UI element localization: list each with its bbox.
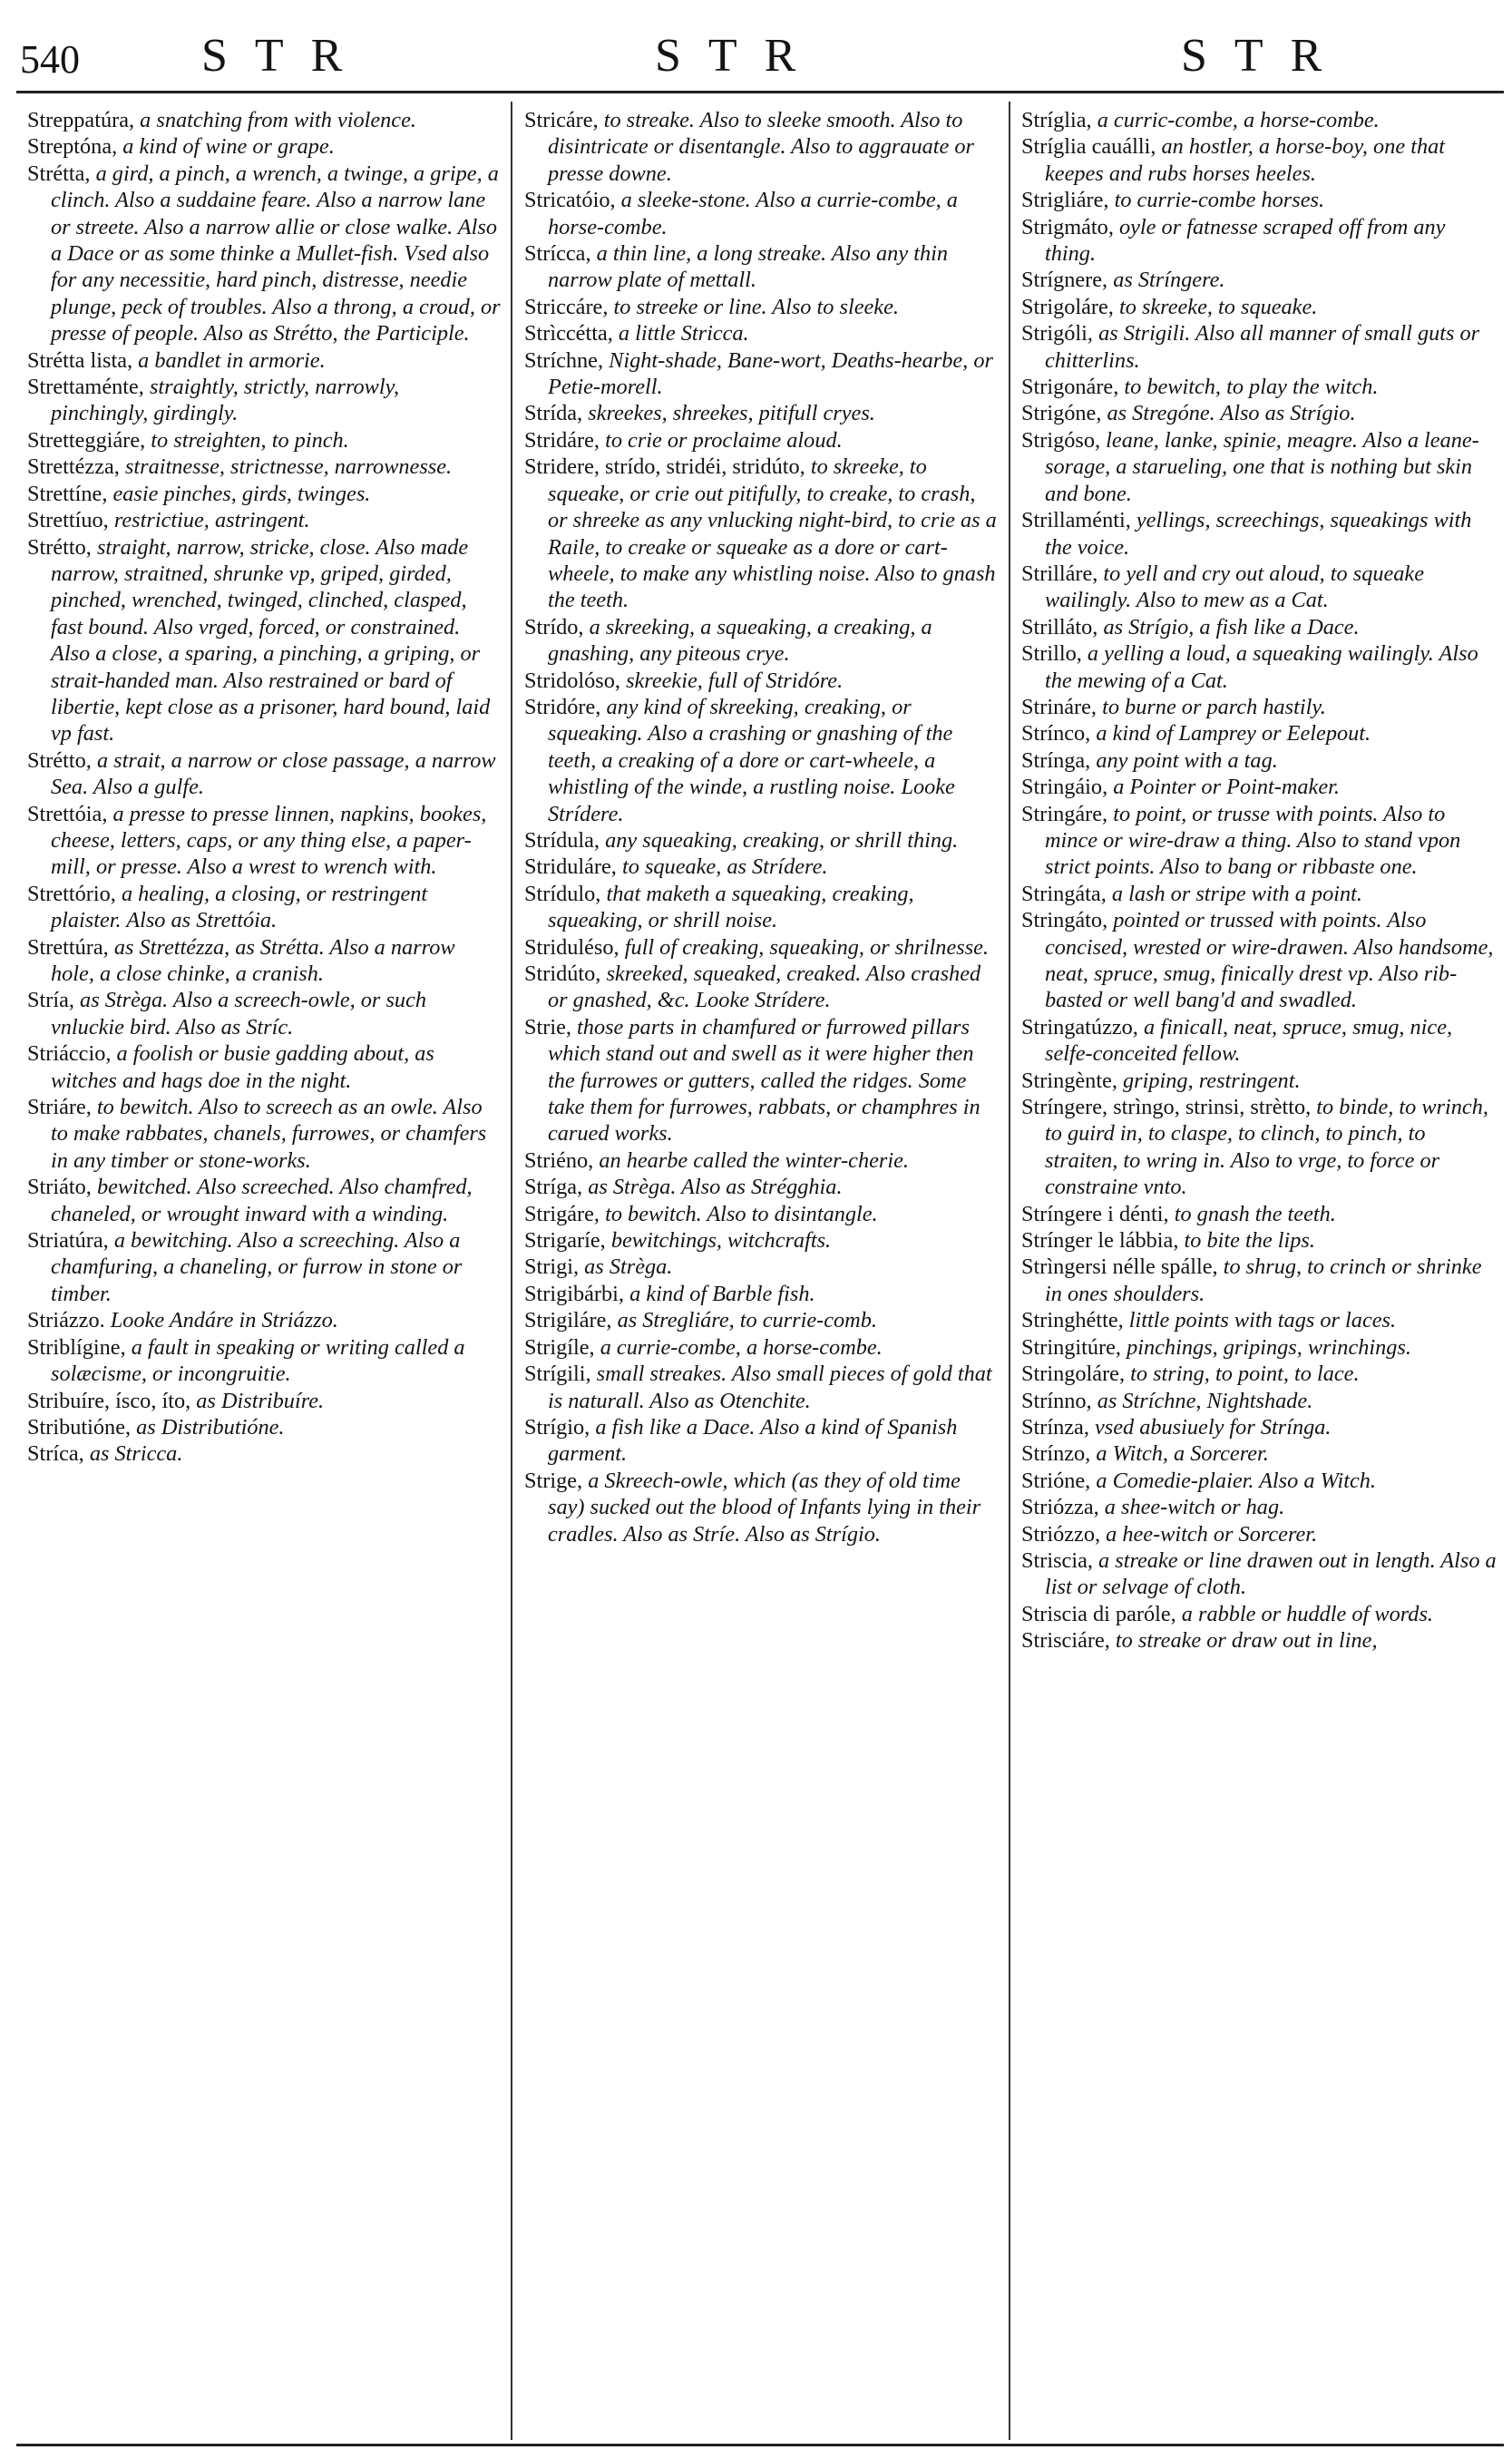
headword: Strícca, bbox=[524, 241, 591, 267]
headword: Strillaménti, bbox=[1021, 508, 1131, 533]
dictionary-entry bbox=[27, 747, 501, 801]
dictionary-entry bbox=[524, 614, 1000, 668]
definition: a foolish or busie gadding about, as witches and hags doe in the night. bbox=[51, 1041, 434, 1093]
headword: Strigoláre, bbox=[1021, 294, 1114, 319]
dictionary-entry bbox=[524, 1174, 1000, 1200]
definition: to skreeke, to squeake. bbox=[1118, 294, 1318, 319]
dictionary-entry bbox=[27, 534, 501, 747]
headword: Strínza, bbox=[1021, 1414, 1089, 1440]
headword: Strínga, bbox=[1021, 747, 1091, 773]
dictionary-entry bbox=[1021, 1227, 1500, 1254]
headword: Strínger le lábbia, bbox=[1021, 1228, 1179, 1254]
dictionary-entry bbox=[1021, 747, 1500, 774]
definition: as Strígio, a fish like a Dace. bbox=[1103, 614, 1360, 639]
definition: a Witch, a Sorcerer. bbox=[1096, 1441, 1269, 1467]
definition: as Strèga. bbox=[584, 1254, 673, 1280]
dictionary-entry bbox=[1021, 400, 1500, 426]
headword: Stringitúre, bbox=[1021, 1334, 1122, 1360]
dictionary-entry bbox=[1021, 720, 1500, 747]
headword: Strettóia, bbox=[27, 801, 108, 826]
dictionary-entry bbox=[524, 1014, 1000, 1147]
headword: Striózza, bbox=[1021, 1495, 1099, 1520]
dictionary-entry bbox=[524, 1307, 1000, 1333]
headword: Strigóne, bbox=[1021, 401, 1102, 426]
headword: Strigmáto, bbox=[1021, 214, 1114, 239]
dictionary-entry bbox=[27, 374, 501, 427]
dictionary-entry bbox=[524, 400, 1000, 426]
dictionary-entry bbox=[1021, 907, 1500, 1014]
headword: Stríngere i dénti, bbox=[1021, 1201, 1169, 1226]
definition: a fish like a Dace. Also a kind of Spanish garment. bbox=[548, 1414, 958, 1467]
headword: Striscia di paróle, bbox=[1021, 1601, 1176, 1626]
dictionary-entry bbox=[27, 1334, 501, 1388]
dictionary-entry bbox=[1021, 1468, 1500, 1494]
dictionary-entry bbox=[1021, 1014, 1500, 1068]
dictionary-entry bbox=[1021, 1414, 1500, 1440]
definition: a currie-combe, a horse-combe. bbox=[600, 1334, 883, 1360]
definition: yellings, screechings, squeakings with the voice. bbox=[1045, 508, 1472, 560]
footer-rule bbox=[16, 2444, 1504, 2446]
definition: to squeake, as Strídere. bbox=[621, 854, 828, 880]
headword: Stringáio, bbox=[1021, 775, 1108, 800]
definition: griping, restringent. bbox=[1123, 1068, 1301, 1093]
definition: to bite the lips. bbox=[1184, 1228, 1315, 1254]
headword: Strigóli, bbox=[1021, 321, 1093, 347]
headword: Stridere, strído, stridéi, stridúto, bbox=[524, 454, 805, 480]
definition: oyle or fatnesse scraped off from any thing. bbox=[1045, 214, 1446, 267]
headword: Strettório, bbox=[27, 881, 116, 906]
headword: Stridolóso, bbox=[524, 668, 620, 693]
dictionary-entry bbox=[524, 934, 1000, 961]
column-divider bbox=[1009, 102, 1010, 2440]
definition: a Comedie-plaier. Also a Witch. bbox=[1096, 1468, 1376, 1493]
dictionary-entry bbox=[524, 427, 1000, 454]
dictionary-entry bbox=[524, 1201, 1000, 1227]
definition: to yell and cry out aloud, to squeake wailingly. Also to mew as a Cat. bbox=[1045, 561, 1424, 613]
dictionary-entry bbox=[1021, 1440, 1500, 1467]
headword: Stringoláre, bbox=[1021, 1362, 1126, 1387]
dictionary-entry bbox=[1021, 1361, 1500, 1387]
definition: a rabble or huddle of words. bbox=[1181, 1601, 1433, 1626]
column-divider bbox=[511, 102, 512, 2440]
definition: any point with a tag. bbox=[1096, 747, 1278, 773]
dictionary-entry bbox=[524, 1468, 1000, 1547]
headword: Strído, bbox=[524, 614, 584, 639]
definition: to bewitch, to play the witch. bbox=[1124, 375, 1379, 400]
column-1 bbox=[27, 107, 501, 2438]
definition: those parts in chamfured or furrowed pillars which stand out and swell as it were higher then the furrowes or gutters, called the ridges. Some take them for furrowes, rabbats, or champhres in carued works. bbox=[548, 1014, 980, 1147]
dictionary-entry bbox=[27, 1174, 501, 1227]
definition: skreekes, shreekes, pitifull cryes. bbox=[588, 401, 875, 426]
dictionary-entry bbox=[524, 240, 1000, 294]
dictionary-entry bbox=[27, 934, 501, 988]
dictionary-entry bbox=[1021, 267, 1500, 293]
definition: that maketh a squeaking, creaking, squeaking, or shrill noise. bbox=[548, 881, 914, 933]
definition: a presse to presse linnen, napkins, bookes, cheese, letters, caps, or any thing else, a paper-mill, or presse. Also a wrest to wrench with. bbox=[51, 801, 487, 880]
headword: Striduláre, bbox=[524, 854, 617, 880]
dictionary-entry bbox=[27, 107, 501, 133]
definition: as Stríngere. bbox=[1113, 268, 1225, 293]
headword: Striduléso, bbox=[524, 934, 619, 960]
headword: Strináre, bbox=[1021, 694, 1097, 719]
definition: a finicall, neat, spruce, smug, nice, selfe-conceited fellow. bbox=[1045, 1014, 1453, 1067]
definition: an hostler, a horse-boy, one that keepes and rubs horses heeles. bbox=[1045, 134, 1445, 186]
headword: Strìccétta, bbox=[524, 321, 613, 347]
headword: Stributióne, bbox=[27, 1414, 132, 1440]
definition: a streake or line drawen out in length. Also a list or selvage of cloth. bbox=[1045, 1547, 1497, 1600]
definition: skreeked, squeaked, creaked. Also crashed or gnashed, &c. Looke Strídere. bbox=[548, 962, 981, 1013]
running-head-right: STR bbox=[1181, 30, 1350, 82]
dictionary-entry bbox=[1021, 1307, 1500, 1333]
headword: Strigliáre, bbox=[1021, 188, 1109, 213]
header-rule bbox=[16, 91, 1504, 93]
headword: Stridúto, bbox=[524, 962, 601, 986]
page-number: 540 bbox=[20, 37, 80, 82]
definition: to crie or proclaime aloud. bbox=[605, 427, 843, 453]
definition: bewitched. Also screeched. Also chamfred, chaneled, or wrought inward with a winding. bbox=[51, 1175, 473, 1226]
definition: as Strèga. Also a screech-owle, or such vnluckie bird. Also as Stríc. bbox=[51, 988, 426, 1040]
headword: Stringatúzzo, bbox=[1021, 1014, 1138, 1040]
definition: leane, lanke, spinie, meagre. Also a leane-sorage, a starueling, one that is nothing but skin and bone. bbox=[1045, 427, 1479, 506]
dictionary-entry bbox=[1021, 801, 1500, 881]
definition: any kind of skreeking, creaking, or squeaking. Also a crashing or gnashing of the teeth, a creaking of a dore or cart-wheele, a whistling of the winde, a rustling noise. Looke Strídere. bbox=[548, 694, 955, 826]
headword: Striáccio, bbox=[27, 1041, 112, 1067]
headword: Strigaríe, bbox=[524, 1228, 606, 1254]
dictionary-entry bbox=[27, 454, 501, 480]
headword: Strínno, bbox=[1021, 1388, 1092, 1413]
dictionary-entry bbox=[1021, 1254, 1500, 1307]
definition: vsed abusiuely for Strínga. bbox=[1094, 1414, 1332, 1440]
dictionary-entry bbox=[524, 694, 1000, 827]
dictionary-entry bbox=[524, 1147, 1000, 1174]
headword: Strígio, bbox=[524, 1414, 590, 1440]
definition: as Stríchne, Nightshade. bbox=[1097, 1388, 1313, 1413]
dictionary-entry bbox=[27, 1440, 501, 1467]
headword: Striccáre, bbox=[524, 294, 609, 319]
definition: Looke Andáre in Striázzo. bbox=[110, 1308, 338, 1333]
definition: restrictiue, astringent. bbox=[113, 508, 310, 533]
definition: a gird, a pinch, a wrench, a twinge, a gripe, a clinch. Also a suddaine feare. Also a narrow lane or streete. Also a narrow allie or close walke. Also a Dace or as some thinke a Mullet-fish. Vsed also for any necessitie, hard pinch, distresse, needie plunge, peck of troubles. Also a throng, a croud, or presse of people. Also as Strétto, the Participle. bbox=[51, 161, 501, 347]
definition: a fault in speaking or writing called a solæcisme, or incongruitie. bbox=[51, 1334, 465, 1387]
dictionary-entry bbox=[524, 320, 1000, 347]
definition: to streake or draw out in line, bbox=[1115, 1628, 1378, 1654]
headword: Strettíne, bbox=[27, 481, 108, 506]
dictionary-entry bbox=[1021, 1334, 1500, 1361]
headword: Stríchne, bbox=[524, 347, 604, 373]
headword: Strída, bbox=[524, 401, 583, 426]
headword: Strettaménte, bbox=[27, 375, 144, 400]
headword: Stricatóio, bbox=[524, 188, 616, 213]
headword: Streptóna, bbox=[27, 134, 118, 160]
dictionary-entry bbox=[524, 1361, 1000, 1414]
definition: as Stricca. bbox=[89, 1441, 183, 1467]
headword: Strétto, bbox=[27, 534, 92, 560]
dictionary-entry bbox=[1021, 1547, 1500, 1601]
headword: Stríca, bbox=[27, 1441, 84, 1467]
dictionary-entry bbox=[1021, 881, 1500, 907]
headword: Stría, bbox=[27, 988, 74, 1013]
definition: an hearbe called the winter-cherie. bbox=[599, 1147, 909, 1173]
column-3 bbox=[1021, 107, 1500, 2438]
definition: a Pointer or Point-maker. bbox=[1113, 775, 1340, 800]
definition: Night-shade, Bane-wort, Deaths-hearbe, or Petie-morell. bbox=[548, 347, 993, 400]
dictionary-entry bbox=[1021, 320, 1500, 374]
headword: Striatúra, bbox=[27, 1228, 109, 1254]
definition: straight, narrow, stricke, close. Also made narrow, straitned, shrunke vp, griped, girded, pinched, wrenched, twinged, clinched, clasped, fast bound. Also vrged, forced, or constrained. Also a close, a sparing, a pinching, a griping, or strait-handed man. Also restrained or bard of libertie, kept close as a prisoner, hard bound, laid vp fast. bbox=[51, 534, 491, 747]
definition: a kind of Barble fish. bbox=[629, 1281, 815, 1306]
headword: Stringáre, bbox=[1021, 801, 1108, 826]
dictionary-entry bbox=[1021, 1388, 1500, 1414]
headword: Strilláre, bbox=[1021, 561, 1098, 586]
dictionary-entry bbox=[27, 1388, 501, 1414]
headword: Strie, bbox=[524, 1014, 571, 1040]
dictionary-entry bbox=[1021, 1068, 1500, 1094]
headword: Stricáre, bbox=[524, 108, 599, 132]
dictionary-entry bbox=[1021, 640, 1500, 694]
dictionary-entry bbox=[524, 668, 1000, 694]
headword: Streppatúra, bbox=[27, 108, 135, 132]
definition: straitnesse, strictnesse, narrownesse. bbox=[124, 454, 453, 480]
dictionary-entry bbox=[27, 481, 501, 507]
headword: Strídulo, bbox=[524, 881, 601, 906]
headword: Stringáta, bbox=[1021, 881, 1107, 906]
definition: small streakes. Also small pieces of gold that is naturall. Also as Otenchite. bbox=[548, 1362, 992, 1413]
running-head-left: STR bbox=[201, 30, 370, 82]
definition: to bewitch. Also to disintangle. bbox=[605, 1201, 878, 1226]
definition: as Strigili. Also all manner of small guts or chitterlins. bbox=[1045, 321, 1480, 373]
headword: Stridáre, bbox=[524, 427, 600, 453]
dictionary-entry bbox=[524, 294, 1000, 320]
headword: Strillo, bbox=[1021, 641, 1082, 667]
dictionary-entry bbox=[1021, 1601, 1500, 1627]
definition: a hee-witch or Sorcerer. bbox=[1106, 1521, 1318, 1547]
headword: Strídula, bbox=[524, 827, 600, 853]
headword: Striáto, bbox=[27, 1175, 92, 1200]
dictionary-entry bbox=[524, 1227, 1000, 1254]
definition: a bewitching. Also a screeching. Also a chamfuring, a chaneling, or furrow in stone or timber. bbox=[51, 1228, 463, 1306]
headword: Strigibárbi, bbox=[524, 1281, 625, 1306]
headword: Strigáre, bbox=[524, 1201, 600, 1226]
headword: Stríglia cauálli, bbox=[1021, 134, 1156, 160]
dictionary-entry bbox=[27, 801, 501, 881]
headword: Stringènte, bbox=[1021, 1068, 1117, 1093]
definition: as Distribuíre. bbox=[196, 1388, 325, 1413]
dictionary-entry bbox=[1021, 614, 1500, 640]
headword: Striáre, bbox=[27, 1095, 92, 1120]
dictionary-entry bbox=[27, 507, 501, 533]
dictionary-entry bbox=[1021, 774, 1500, 800]
dictionary-entry bbox=[524, 347, 1000, 401]
headword: Strisciáre, bbox=[1021, 1628, 1110, 1654]
dictionary-entry bbox=[1021, 133, 1500, 187]
dictionary-entry bbox=[27, 1227, 501, 1307]
dictionary-entry bbox=[1021, 1521, 1500, 1547]
definition: to gnash the teeth. bbox=[1174, 1201, 1336, 1226]
dictionary-entry bbox=[1021, 1201, 1500, 1227]
headword: Strétta lista, bbox=[27, 347, 133, 373]
headword: Stringhétte, bbox=[1021, 1308, 1124, 1333]
headword: Strínzo, bbox=[1021, 1441, 1091, 1467]
headword: Striblígine, bbox=[27, 1334, 126, 1360]
definition: a snatching from with violence. bbox=[140, 108, 416, 132]
definition: to string, to point, to lace. bbox=[1130, 1362, 1360, 1387]
definition: a curric-combe, a horse-combe. bbox=[1097, 108, 1380, 132]
definition: as Distributióne. bbox=[136, 1414, 285, 1440]
headword: Stríga, bbox=[524, 1175, 583, 1200]
definition: a kind of wine or grape. bbox=[122, 134, 335, 160]
headword: Strígnere, bbox=[1021, 268, 1108, 293]
definition: as Strèga. Also as Strégghia. bbox=[588, 1175, 843, 1200]
dictionary-entry bbox=[1021, 374, 1500, 400]
dictionary-entry bbox=[27, 1307, 501, 1333]
dictionary-entry bbox=[27, 1414, 501, 1440]
headword: Strigíle, bbox=[524, 1334, 595, 1360]
definition: to streeke or line. Also to sleeke. bbox=[613, 294, 899, 319]
dictionary-entry bbox=[27, 1040, 501, 1094]
dictionary-entry bbox=[1021, 1627, 1500, 1654]
definition: pointed or trussed with points. Also concised, wrested or wire-drawen. Also handsome, neat, spruce, smug, finically drest vp. Also rib-basted or well bang'd and swadled. bbox=[1045, 908, 1494, 1013]
headword: Strettíuo, bbox=[27, 508, 109, 533]
definition: straightly, strictly, narrowly, pinchingly, girdingly. bbox=[51, 375, 400, 426]
definition: a thin line, a long streake. Also any thin narrow plate of mettall. bbox=[548, 241, 948, 293]
dictionary-entry bbox=[524, 827, 1000, 854]
definition: a sleeke-stone. Also a currie-combe, a horse-combe. bbox=[548, 188, 958, 239]
dictionary-entry bbox=[27, 881, 501, 934]
page-header bbox=[0, 13, 1512, 83]
headword: Strínco, bbox=[1021, 721, 1091, 747]
definition: as Strettézza, as Strétta. Also a narrow hole, a close chinke, a cranish. bbox=[51, 934, 455, 986]
headword: Stríglia, bbox=[1021, 108, 1092, 132]
dictionary-entry bbox=[27, 1094, 501, 1174]
dictionary-entry bbox=[27, 987, 501, 1040]
dictionary-entry bbox=[524, 107, 1000, 187]
definition: as Stregliáre, to currie-comb. bbox=[617, 1308, 877, 1333]
definition: to point, or trusse with points. Also to mince or wire-draw a thing. Also to stand vpon strict points. Also to bang or ribbaste one. bbox=[1045, 801, 1461, 880]
dictionary-entry bbox=[27, 347, 501, 374]
dictionary-entry bbox=[524, 1254, 1000, 1280]
dictionary-entry bbox=[1021, 507, 1500, 561]
dictionary-entry bbox=[1021, 1094, 1500, 1201]
headword: Strétta, bbox=[27, 161, 91, 186]
column-2 bbox=[524, 107, 1000, 2438]
definition: a little Stricca. bbox=[618, 321, 749, 347]
dictionary-entry bbox=[1021, 694, 1500, 720]
dictionary-entry bbox=[27, 427, 501, 454]
headword: Striscia, bbox=[1021, 1547, 1093, 1573]
headword: Strigiláre, bbox=[524, 1308, 612, 1333]
headword: Striázzo. bbox=[27, 1308, 105, 1333]
definition: to streake. Also to sleeke smooth. Also to disintricate or disentangle. Also to aggrauate or presse downe. bbox=[548, 108, 974, 186]
dictionary-entry bbox=[1021, 187, 1500, 213]
definition: a kind of Lamprey or Eelepout. bbox=[1096, 721, 1371, 747]
definition: a healing, a closing, or restringent plaister. Also as Strettóia. bbox=[51, 881, 428, 933]
headword: Strige, bbox=[524, 1468, 583, 1493]
headword: Striéno, bbox=[524, 1147, 594, 1173]
definition: easie pinches, girds, twinges. bbox=[112, 481, 371, 506]
dictionary-entry bbox=[524, 454, 1000, 613]
dictionary-entry bbox=[1021, 1494, 1500, 1520]
definition: a Skreech-owle, which (as they of old time say) sucked out the blood of Infants lying in their cradles. Also as Stríe. Also as Strígio. bbox=[548, 1468, 981, 1547]
headword: Strigóso, bbox=[1021, 427, 1101, 453]
headword: Stringáto, bbox=[1021, 908, 1108, 933]
headword: Strétto, bbox=[27, 747, 92, 773]
headword: Stridóre, bbox=[524, 694, 601, 719]
definition: a shee-witch or hag. bbox=[1104, 1495, 1285, 1520]
headword: Strilláto, bbox=[1021, 614, 1098, 639]
definition: a bandlet in armorie. bbox=[138, 347, 326, 373]
definition: bewitchings, witchcrafts. bbox=[610, 1228, 832, 1254]
definition: skreekie, full of Stridóre. bbox=[626, 668, 844, 693]
dictionary-entry bbox=[27, 161, 501, 347]
dictionary-entry bbox=[1021, 427, 1500, 507]
headword: Strettézza, bbox=[27, 454, 120, 480]
headword: Strettúra, bbox=[27, 934, 109, 960]
definition: little points with tags or laces. bbox=[1128, 1308, 1397, 1333]
headword: Strióne, bbox=[1021, 1468, 1091, 1493]
dictionary-entry bbox=[524, 961, 1000, 1014]
definition: a lash or stripe with a point. bbox=[1111, 881, 1362, 906]
dictionary-entry bbox=[524, 1334, 1000, 1361]
headword: Stretteggiáre, bbox=[27, 427, 146, 453]
definition: to currie-combe horses. bbox=[1114, 188, 1325, 213]
dictionary-entry bbox=[524, 854, 1000, 880]
definition: to burne or parch hastily. bbox=[1102, 694, 1326, 719]
definition: full of creaking, squeaking, or shrilnesse. bbox=[624, 934, 990, 960]
running-head-center: STR bbox=[655, 30, 824, 82]
headword: Strigonáre, bbox=[1021, 375, 1119, 400]
definition: pinchings, gripings, wrinchings. bbox=[1127, 1334, 1411, 1360]
definition: to bewitch. Also to screech as an owle. Also to make rabbates, chanels, furrowes, or chamfers in any timber or stone-works. bbox=[51, 1095, 487, 1173]
definition: to shrug, to crinch or shrinke in ones shoulders. bbox=[1045, 1254, 1482, 1306]
dictionary-entry bbox=[1021, 561, 1500, 614]
definition: a strait, a narrow or close passage, a narrow Sea. Also a gulfe. bbox=[51, 747, 496, 800]
definition: a skreeking, a squeaking, a creaking, a gnashing, any piteous crye. bbox=[548, 614, 932, 667]
definition: as Stregóne. Also as Strígio. bbox=[1107, 401, 1356, 426]
dictionary-entry bbox=[27, 133, 501, 160]
headword: Strìngersi nélle spálle, bbox=[1021, 1254, 1218, 1280]
dictionary-entry bbox=[1021, 294, 1500, 320]
headword: Stribuíre, ísco, íto, bbox=[27, 1388, 191, 1413]
dictionary-entry bbox=[524, 187, 1000, 240]
headword: Stríngere, strìngo, strinsi, strètto, bbox=[1021, 1095, 1312, 1120]
definition: a yelling a loud, a squeaking wailingly. Also the mewing of a Cat. bbox=[1045, 641, 1478, 693]
headword: Strígili, bbox=[524, 1362, 591, 1387]
definition: any squeaking, creaking, or shrill thing. bbox=[605, 827, 959, 853]
dictionary-entry bbox=[524, 881, 1000, 934]
definition: to binde, to wrinch, to guird in, to claspe, to clinch, to pinch, to straiten, to wring in. Also to vrge, to force or constraine vnto. bbox=[1045, 1095, 1488, 1200]
dictionary-entry bbox=[1021, 107, 1500, 133]
dictionary-entry bbox=[1021, 214, 1500, 268]
headword: Strigi, bbox=[524, 1254, 580, 1280]
definition: to streighten, to pinch. bbox=[151, 427, 349, 453]
dictionary-entry bbox=[524, 1281, 1000, 1307]
dictionary-entry bbox=[524, 1414, 1000, 1468]
definition: to skreeke, to squeake, or crie out pitifully, to creake, to crash, or shreeke as any vnlucking night-bird, to crie as a Raile, to creake or squeake as a dore or cart-wheele, to make any whistling noise. Also to gnash the teeth. bbox=[548, 454, 997, 613]
headword: Striózzo, bbox=[1021, 1521, 1101, 1547]
